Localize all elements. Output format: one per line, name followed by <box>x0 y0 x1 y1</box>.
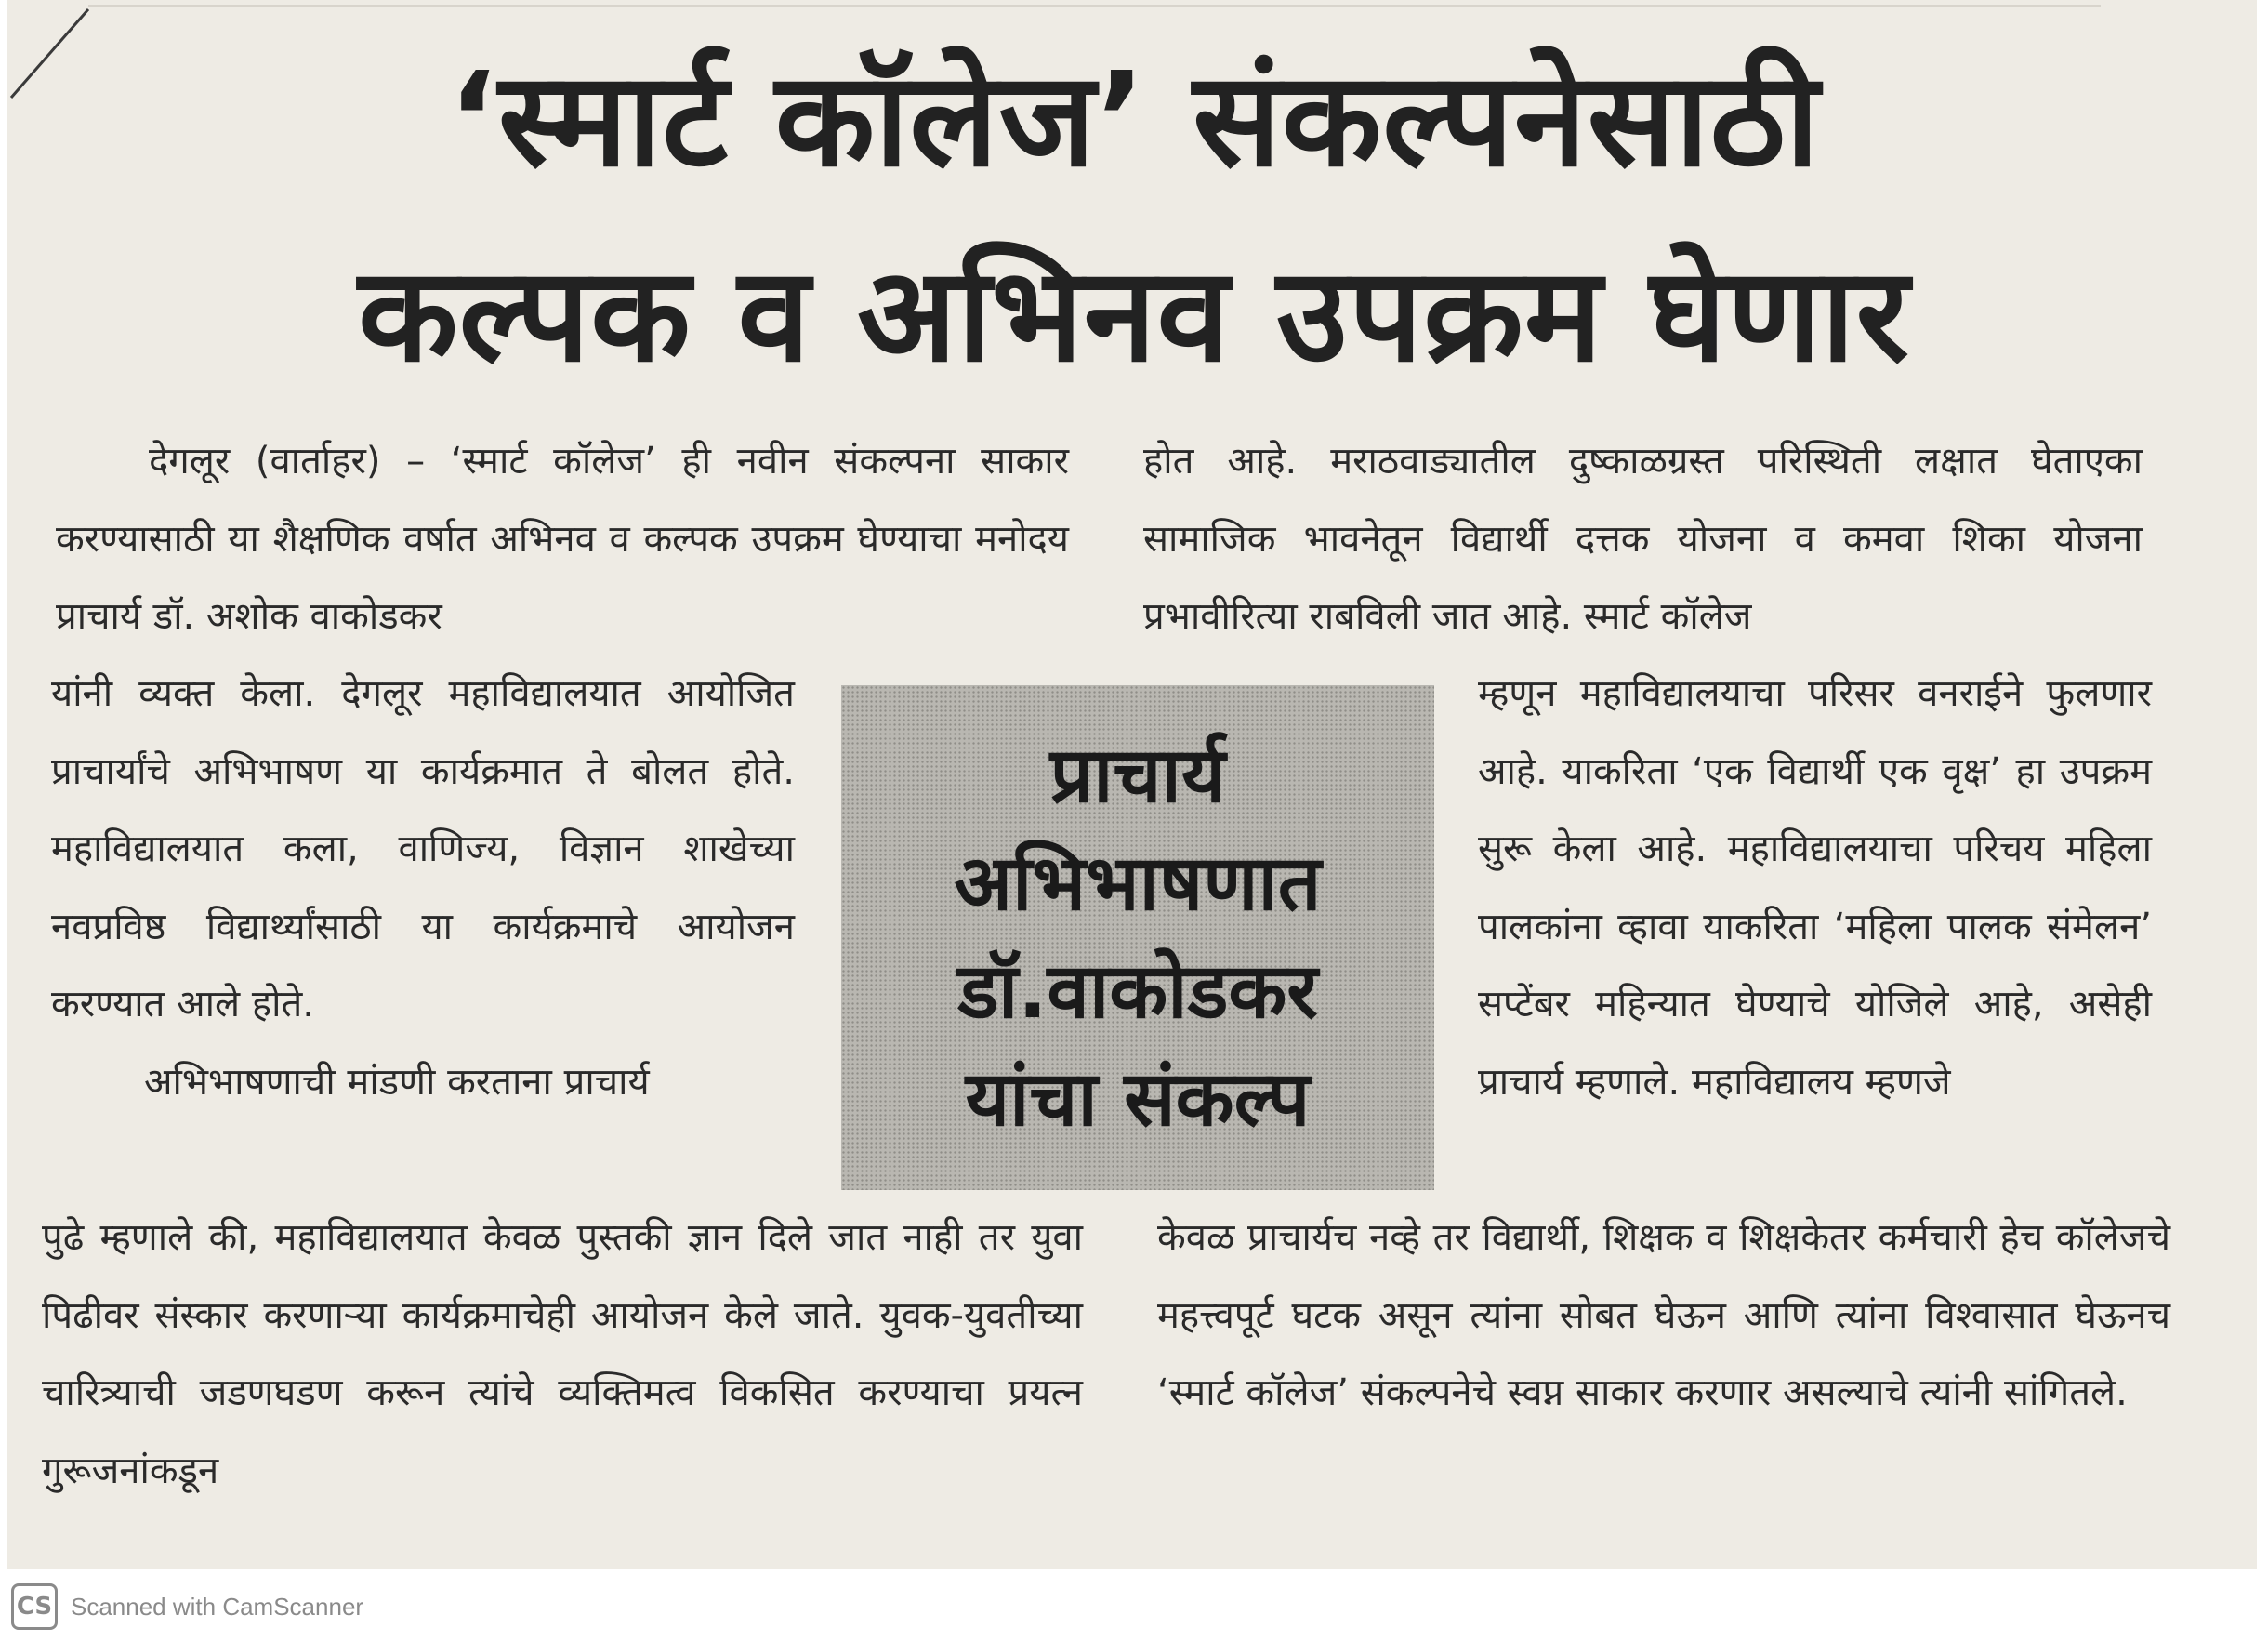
pull-quote-line: अभिभाषणात <box>954 839 1322 928</box>
headline-line-2: कल्पक व अभिनव उपक्रम घेणार <box>358 240 1910 391</box>
pull-quote-line: यांचा संकल्प <box>965 1054 1311 1144</box>
article-column-2-middle <box>1478 655 2152 1121</box>
article-paragraph: पुढे म्हणाले की, महाविद्यालयात केवळ पुस्तकी ज्ञान दिले जात नाही तर युवा पिढीवर संस्कार करणाऱ्या कार्यक्रमाचेही आयोजन केले जाते. युवक-युवतीच्या चारित्र्याची जडणघडण करून त्यांचे व्यक्तिमत्व विकसित करण्याचा प्रयत्न गुरूजनांकडून <box>42 1216 1083 1492</box>
article-column-1-top <box>56 423 1069 656</box>
article-paragraph: होत आहे. मराठवाड्यातील दुष्काळग्रस्त परिस्थिती लक्षात घेताएका सामाजिक भावनेतून विद्यार्थी दत्तक योजना व कमवा शिका योजना प्रभावीरित्या राबविली जात आहे. स्मार्ट कॉलेज <box>1143 440 2143 638</box>
pull-quote-line: डॉ.वाकोडकर <box>957 946 1318 1036</box>
pull-quote-box <box>841 685 1434 1190</box>
scanner-watermark-text: Scanned with CamScanner <box>71 1593 364 1621</box>
article-column-1-bottom <box>42 1199 1083 1510</box>
camscanner-logo-icon: CS <box>11 1583 58 1630</box>
article-paragraph: देगलूर (वार्ताहर) – ‘स्मार्ट कॉलेज’ ही नवीन संकल्पना साकार करण्यासाठी या शैक्षणिक वर्षात अभिनव व कल्पक उपक्रम घेण्याचा मनोदय प्राचार्य डॉ. अशोक वाकोडकर <box>56 440 1069 638</box>
pull-quote-line: प्राचार्य <box>1049 731 1226 820</box>
article-paragraph: अभिभाषणाची मांडणी करताना प्राचार्य <box>144 1060 650 1104</box>
article-paragraph: केवळ प्राचार्यच नव्हे तर विद्यार्थी, शिक्षक व शिक्षकेतर कर्मचारी हेच कॉलेजचे महत्त्वपूर्ट घटक असून त्यांना सोबत घेऊन आणि त्यांना विश्वासात घेऊनच ‘स्मार्ट कॉलेज’ संकल्पनेचे स्वप्न साकार करणार असल्याचे त्यांनी सांगितले. <box>1157 1216 2170 1414</box>
headline-line-1: ‘स्मार्ट कॉलेज’ संकल्पनेसाठी <box>447 45 1821 196</box>
article-paragraph: म्हणून महाविद्यालयाचा परिसर वनराईने फुलणार आहे. याकरिता ‘एक विद्यार्थी एक वृक्ष’ हा उपक्रम सुरू केला आहे. महाविद्यालयाचा परिचय महिला पालकांना व्हावा याकरिता ‘महिला पालक संमेलन’ सप्टेंबर महिन्यात घेण्याचे योजिले आहे, असेही प्राचार्य म्हणाले. महाविद्यालय म्हणजे <box>1478 672 2152 1104</box>
article-column-1-middle <box>51 655 795 1121</box>
article-column-2-top <box>1143 423 2143 656</box>
article-paragraph: यांनी व्यक्त केला. देगलूर महाविद्यालयात आयोजित प्राचार्यांचे अभिभाषण या कार्यक्रमात ते बोलत होते. महाविद्यालयात कला, वाणिज्य, विज्ञान शाखेच्या नवप्रविष्ठ विद्यार्थ्यांसाठी या कार्यक्रमाचे आयोजन करण्यात आले होते. <box>51 672 795 1026</box>
article-column-2-bottom <box>1157 1199 2170 1433</box>
